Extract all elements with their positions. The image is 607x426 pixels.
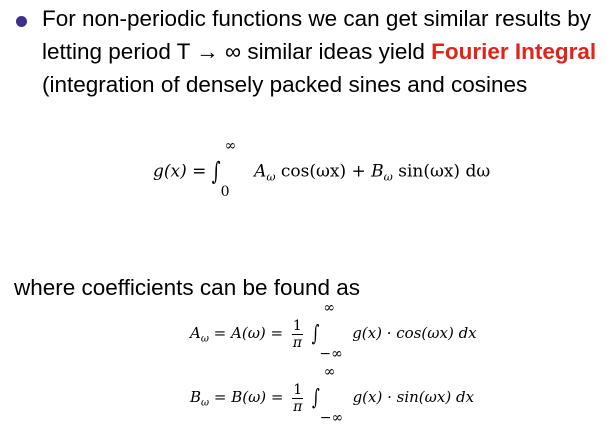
term-a-sub: ω [266,170,276,184]
coef-a-lhs: A [190,324,201,342]
fourier-integral-equation [153,138,491,200]
coef-a-denominator: π [292,334,302,351]
coef-b-fraction [292,382,303,415]
equation-lhs: g(x) = [153,161,212,182]
coef-b-lhs-sub: ω [201,397,210,409]
coef-a-upper: ∞ [323,300,336,316]
coef-b-limits [319,364,348,426]
term-sin: sin(ωx) dω [392,161,491,182]
term-b: B [371,161,384,182]
lower-limit: 0 [220,184,230,200]
coef-a-mid: = A(ω) = [208,324,288,342]
upper-limit: ∞ [224,138,237,154]
bullet-line-3: (integration of densely packed sines and cosines [42,72,528,97]
bullet-text [42,2,607,101]
coef-b-numerator: 1 [293,381,303,398]
term-b-sub: ω [383,170,393,184]
fourier-integral-highlight: Fourier Integral [431,39,597,64]
coef-a-numerator: 1 [292,317,302,334]
coefficient-b-equation [190,364,475,426]
term-cos: cos(ωx) + [275,161,372,182]
integral-sign-icon: ∫ [311,383,320,411]
bullet-dot-icon [16,16,27,27]
coef-b-lower: −∞ [319,410,344,426]
integral-limits [220,138,249,200]
integral-sign-icon: ∫ [211,157,221,186]
coef-a-fraction [292,318,303,351]
coef-a-lhs-sub: ω [200,333,209,345]
coef-b-body: g(x) · sin(ωx) dx [352,388,475,406]
where-text: where coefficients can be found as [14,275,361,300]
coef-b-denominator: π [293,398,303,415]
coef-b-mid: = B(ω) = [209,388,289,406]
coef-a-body: g(x) · cos(ωx) dx [352,324,477,342]
integral-sign-icon: ∫ [311,319,320,347]
coef-a-lower: −∞ [319,346,343,362]
coef-b-upper: ∞ [323,364,336,380]
term-a: A [254,161,267,182]
coefficient-a-equation [190,300,477,362]
bullet-line-2-text: letting period T → ∞ similar ideas yield [42,39,432,64]
coef-a-limits [319,300,347,362]
bullet-line-1: For non-periodic functions we can get similar results by [42,6,591,31]
bullet-line-2 [42,35,607,68]
coef-b-lhs: B [190,388,202,406]
